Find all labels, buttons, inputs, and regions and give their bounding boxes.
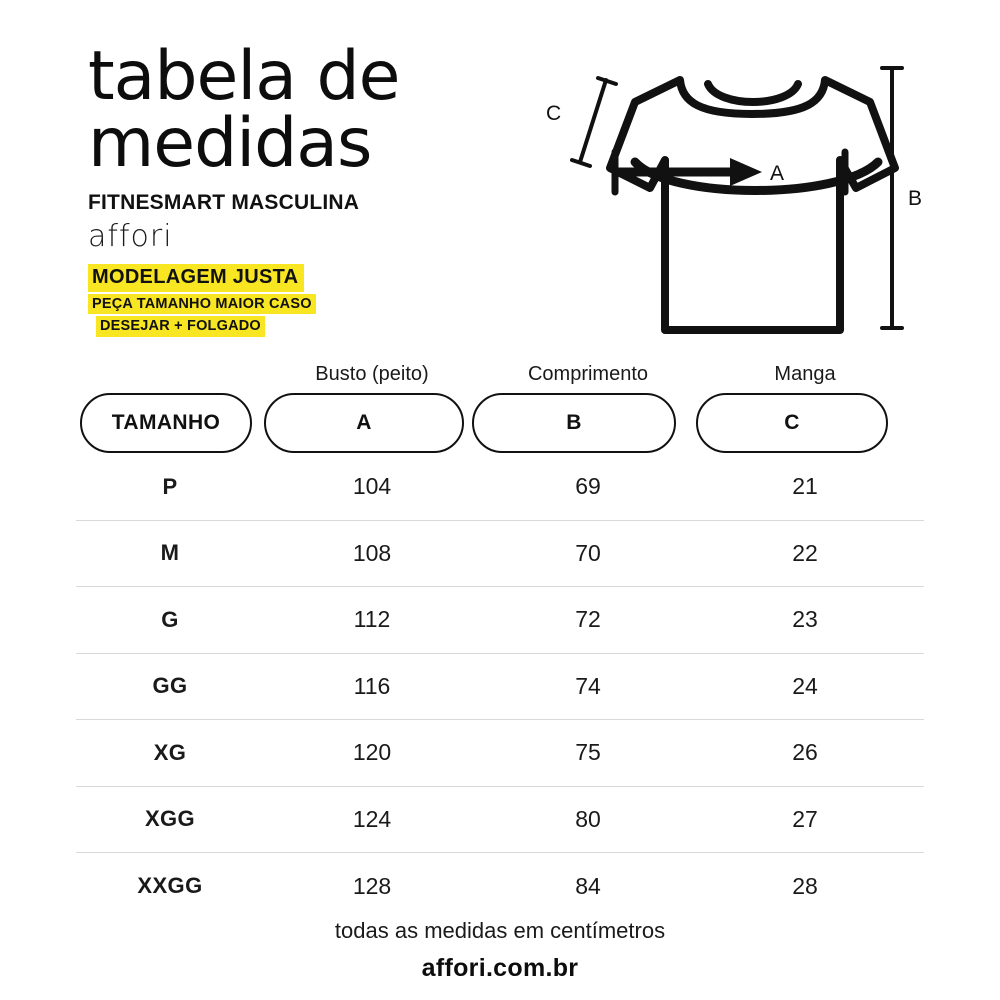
cell-busto: 104 (352, 473, 392, 500)
units-note: todas as medidas em centímetros (334, 918, 666, 943)
table-row (76, 454, 924, 521)
table-column-headers (76, 352, 924, 386)
cell-comprimento: 70 (575, 539, 601, 566)
cell-busto: 108 (352, 539, 392, 566)
cell-comprimento: 75 (575, 739, 601, 766)
column-header-manga: Manga (774, 363, 836, 385)
cell-manga: 24 (792, 672, 818, 699)
cell-manga: 23 (792, 606, 818, 633)
cell-manga: 21 (792, 473, 818, 500)
tshirt-diagram (540, 40, 960, 350)
cell-comprimento: 74 (575, 672, 601, 699)
table-row (76, 787, 924, 854)
cell-busto: 112 (353, 606, 391, 633)
fit-note-main: MODELAGEM JUSTA (88, 264, 304, 292)
cell-size: P (162, 473, 178, 499)
fit-note (88, 264, 518, 336)
cell-size: M (160, 540, 180, 566)
pill-a: A (264, 393, 464, 453)
cell-manga: 27 (792, 805, 818, 832)
cell-size: XGG (144, 806, 196, 832)
brand-logo: affori (88, 219, 173, 255)
header (88, 37, 518, 337)
website-url[interactable]: affori.com.br (421, 954, 579, 982)
cell-size: GG (152, 673, 188, 699)
table-row (76, 654, 924, 721)
pill-c: C (696, 393, 888, 453)
cell-comprimento: 69 (575, 473, 601, 500)
page-title-line1: tabela de (88, 37, 400, 116)
cell-size: G (161, 606, 179, 632)
diagram-label-c: C (546, 102, 562, 125)
diagram-label-a: A (770, 162, 785, 185)
product-subtitle: FITNESMART MASCULINA (88, 191, 360, 215)
page-title (88, 37, 518, 183)
page-title-line2: medidas (88, 103, 372, 183)
table-row (76, 720, 924, 787)
cell-busto: 124 (352, 805, 392, 832)
cell-busto: 120 (352, 739, 392, 766)
cell-size: XG (153, 739, 187, 765)
diagram-label-b: B (908, 187, 923, 210)
table-pill-headers (76, 392, 924, 454)
pill-tamanho: TAMANHO (80, 393, 252, 453)
cell-manga: 22 (792, 539, 818, 566)
cell-comprimento: 84 (575, 872, 601, 899)
fit-note-line2: DESEJAR + FOLGADO (96, 316, 265, 336)
column-header-busto: Busto (peito) (315, 363, 429, 385)
cell-comprimento: 80 (575, 805, 601, 832)
table-row (76, 587, 924, 654)
fit-note-line1: PEÇA TAMANHO MAIOR CASO (88, 294, 316, 314)
pill-b: B (472, 393, 676, 453)
measurements-table (76, 352, 924, 920)
cell-manga: 28 (792, 872, 818, 899)
cell-busto: 116 (353, 672, 391, 699)
cell-manga: 26 (792, 739, 818, 766)
cell-comprimento: 72 (575, 606, 601, 633)
column-header-comprimento: Comprimento (527, 363, 649, 385)
cell-busto: 128 (352, 872, 392, 899)
cell-size: XXGG (137, 873, 203, 899)
table-row (76, 853, 924, 920)
table-row (76, 521, 924, 588)
